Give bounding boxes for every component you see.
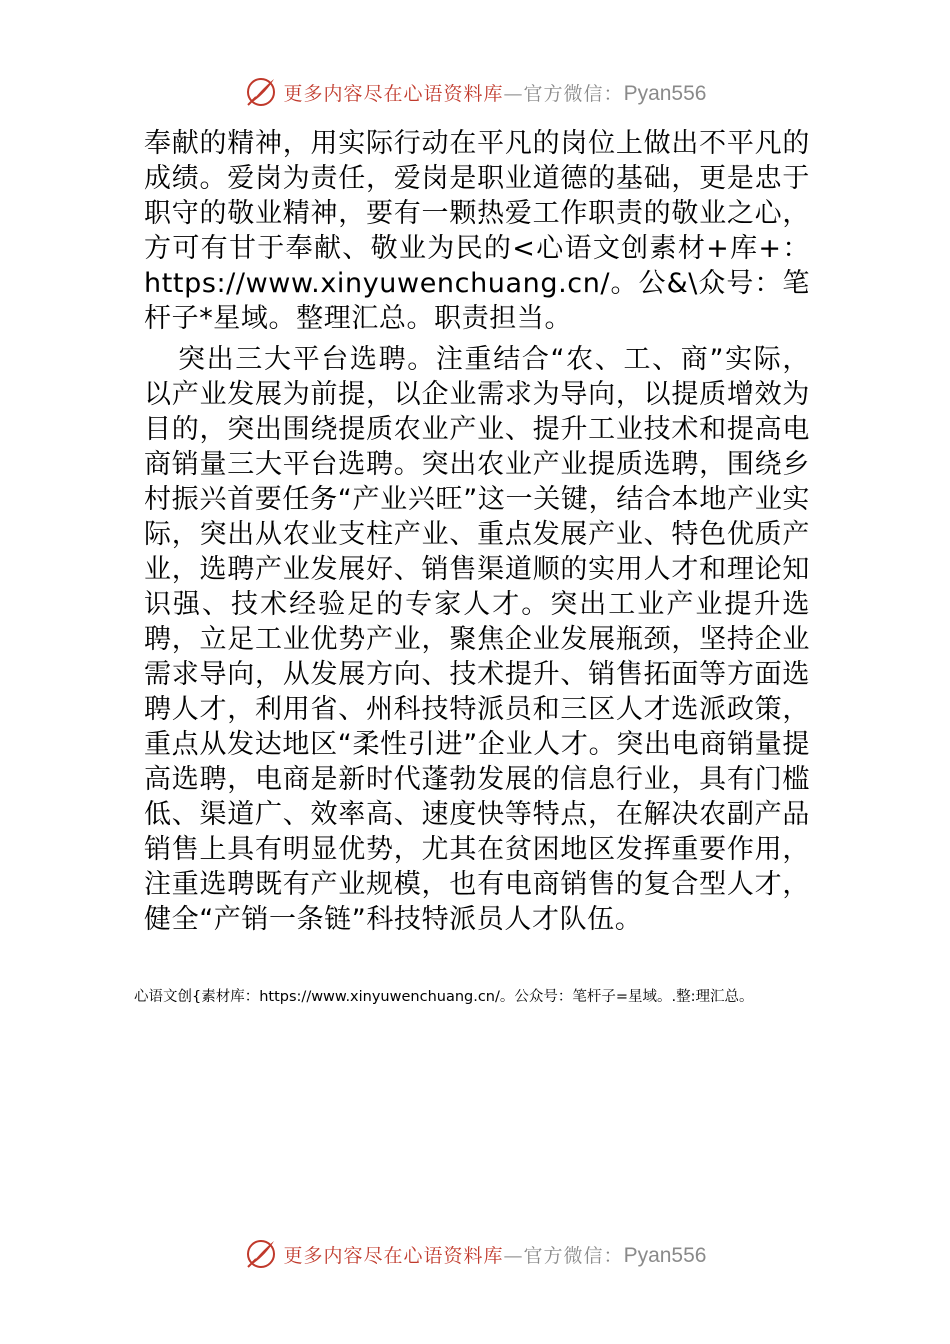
footer-watermark: [0, 1234, 950, 1274]
document-body: [144, 126, 810, 937]
watermark-text: 更多内容尽在心语资料库—官方微信：Pyan556: [283, 81, 707, 105]
body-paragraph-2: 突出三大平台选聘。注重结合“农、工、商”实际，以产业发展为前提，以企业需求为导向，以提质增效为目的，突出围绕提质农业产业、提升工业技术和提高电商销量三大平台选聘。突出农业产业提质选聘，围绕乡村振兴首要任务“产业兴旺”这一关键，结合本地产业实际，突出从农业支柱产业、重点发展产业、特色优质产业，选聘产业发展好、销售渠道顺的实用人才和理论知识强、技术经验足的专家人才。突出工业产业提升选聘，立足工业优势产业，聚焦企业发展瓶颈，坚持企业需求导向，从发展方向、技术提升、销售拓面等方面选聘人才，利用省、州科技特派员和三区人才选派政策，重点从发达地区“柔性引进”企业人才。突出电商销量提高选聘，电商是新时代蓬勃发展的信息行业，具有门槛低、渠道广、效率高、速度快等特点，在解决农副产品销售上具有明显优势，尤其在贫困地区发挥重要作用，注重选聘既有产业规模，也有电商销售的复合型人才，健全“产销一条链”科技特派员人才队伍。: [144, 344, 810, 935]
header-watermark: [0, 72, 950, 112]
feather-logo-icon: [244, 75, 278, 109]
source-footnote: 心语文创{素材库：https://www.xinyuwenchuang.cn/。公众号：笔杆子=星域。.整:理汇总。: [134, 989, 754, 1005]
watermark-text: 更多内容尽在心语资料库—官方微信：Pyan556: [283, 1243, 707, 1267]
body-paragraph-1: 奉献的精神，用实际行动在平凡的岗位上做出不平凡的成绩。爱岗为责任，爱岗是职业道德的基础，更是忠于职守的敬业精神，要有一颗热爱工作职责的敬业之心，方可有甘于奉献、敬业为民的<心语文创素材+库+：https://www.xinyuwenchuang.cn/。公&\众号：笔杆子*星域。整理汇总。职责担当。: [144, 128, 810, 334]
feather-logo-icon: [244, 1237, 278, 1271]
